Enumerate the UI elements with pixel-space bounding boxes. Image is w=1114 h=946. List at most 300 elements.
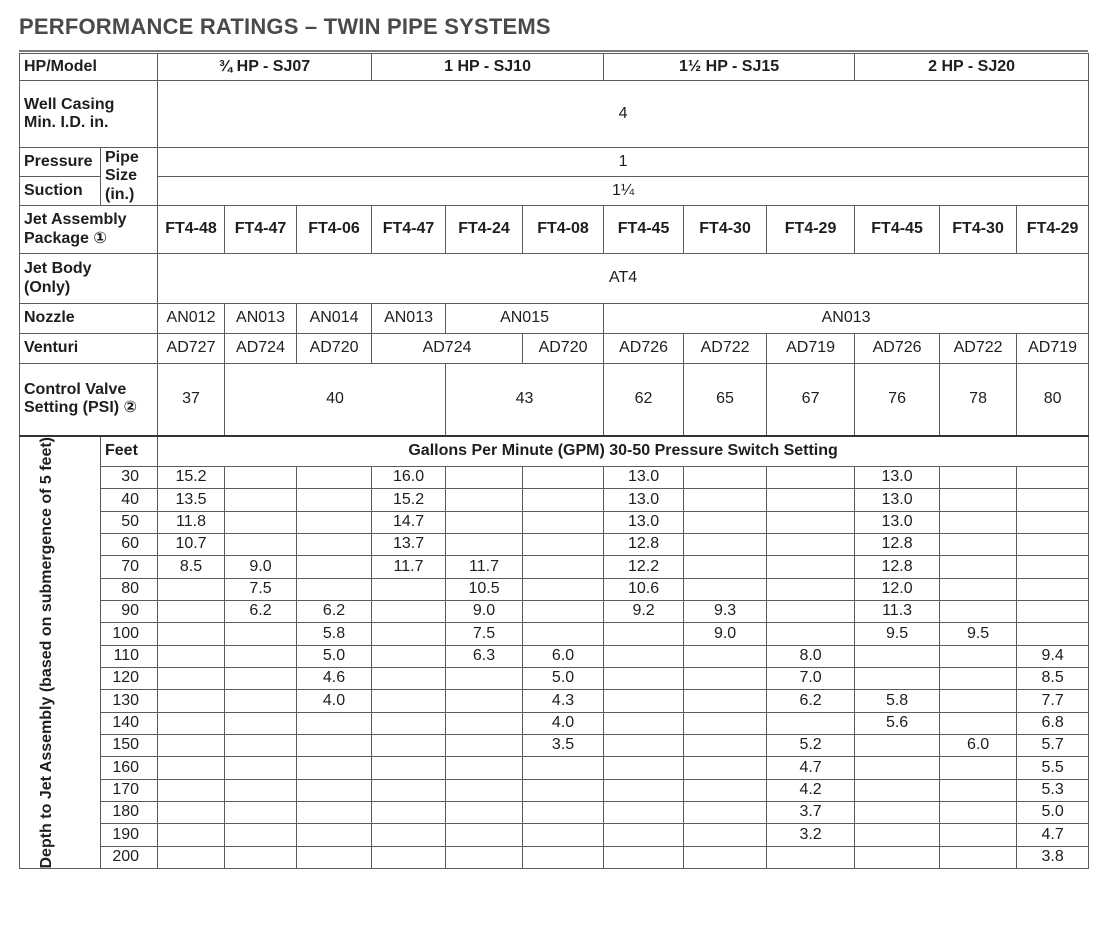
gpm-cell xyxy=(158,600,225,622)
control-valve-cell: 67 xyxy=(767,364,855,436)
feet-value: 120 xyxy=(101,667,158,689)
gpm-cell xyxy=(225,846,297,868)
gpm-cell xyxy=(297,533,372,555)
gpm-cell xyxy=(372,645,446,667)
gpm-cell xyxy=(604,801,684,823)
gpm-cell xyxy=(855,779,940,801)
gpm-row xyxy=(20,690,1089,712)
jet-assembly-cell: FT4-30 xyxy=(940,206,1017,254)
gpm-cell: 9.5 xyxy=(940,623,1017,645)
gpm-cell xyxy=(446,734,523,756)
gpm-cell xyxy=(1017,556,1089,578)
gpm-cell xyxy=(446,690,523,712)
gpm-cell xyxy=(604,824,684,846)
gpm-cell xyxy=(767,533,855,555)
gpm-cell xyxy=(604,846,684,868)
feet-value: 160 xyxy=(101,757,158,779)
gpm-cell xyxy=(523,623,604,645)
control-valve-row xyxy=(20,364,1089,436)
gpm-cell xyxy=(684,645,767,667)
gpm-cell xyxy=(523,757,604,779)
gpm-cell xyxy=(225,757,297,779)
gpm-cell: 4.0 xyxy=(523,712,604,734)
gpm-cell xyxy=(158,623,225,645)
gpm-cell: 10.5 xyxy=(446,578,523,600)
control-valve-cell: 65 xyxy=(684,364,767,436)
gpm-cell xyxy=(684,779,767,801)
gpm-cell xyxy=(940,467,1017,489)
gpm-cell xyxy=(1017,623,1089,645)
gpm-cell: 9.0 xyxy=(446,600,523,622)
gpm-cell xyxy=(297,779,372,801)
jet-assembly-cell: FT4-47 xyxy=(225,206,297,254)
gpm-cell xyxy=(523,489,604,511)
gpm-cell: 7.7 xyxy=(1017,690,1089,712)
gpm-cell: 13.0 xyxy=(855,489,940,511)
gpm-cell xyxy=(446,511,523,533)
gpm-cell xyxy=(767,578,855,600)
gpm-cell xyxy=(767,556,855,578)
pressure-row xyxy=(20,148,1089,177)
gpm-cell xyxy=(684,846,767,868)
gpm-cell xyxy=(940,824,1017,846)
pipe-size-label-text: Pipe Size (in.) xyxy=(105,148,139,203)
gpm-cell xyxy=(297,556,372,578)
venturi-cell: AD724 xyxy=(225,334,297,364)
gpm-cell xyxy=(158,734,225,756)
gpm-cell xyxy=(372,779,446,801)
gpm-cell: 14.7 xyxy=(372,511,446,533)
depth-label-cell xyxy=(20,436,101,869)
gpm-row xyxy=(20,779,1089,801)
gpm-cell xyxy=(158,712,225,734)
title-divider xyxy=(19,50,1088,52)
feet-value: 170 xyxy=(101,779,158,801)
gpm-cell xyxy=(372,623,446,645)
jet-assembly-cell: FT4-29 xyxy=(767,206,855,254)
gpm-cell xyxy=(446,779,523,801)
gpm-cell xyxy=(446,801,523,823)
nozzle-cell: AN014 xyxy=(297,304,372,334)
gpm-cell xyxy=(855,801,940,823)
gpm-cell xyxy=(767,623,855,645)
gpm-cell xyxy=(767,489,855,511)
gpm-cell: 5.6 xyxy=(855,712,940,734)
feet-value: 90 xyxy=(101,600,158,622)
gpm-cell: 7.5 xyxy=(446,623,523,645)
gpm-cell xyxy=(1017,511,1089,533)
gpm-cell xyxy=(684,578,767,600)
gpm-cell xyxy=(940,757,1017,779)
gpm-cell: 13.0 xyxy=(855,467,940,489)
gpm-cell xyxy=(523,846,604,868)
well-casing-row xyxy=(20,81,1089,148)
feet-value: 80 xyxy=(101,578,158,600)
gpm-cell: 3.7 xyxy=(767,801,855,823)
gpm-cell xyxy=(225,645,297,667)
gpm-cell xyxy=(523,824,604,846)
gpm-cell xyxy=(604,757,684,779)
gpm-cell: 6.2 xyxy=(767,690,855,712)
gpm-cell xyxy=(604,690,684,712)
gpm-cell xyxy=(158,779,225,801)
gpm-cell: 3.2 xyxy=(767,824,855,846)
gpm-cell: 5.8 xyxy=(297,623,372,645)
pipe-size-label xyxy=(101,148,158,206)
control-valve-cell: 78 xyxy=(940,364,1017,436)
gpm-cell xyxy=(225,467,297,489)
gpm-cell: 7.5 xyxy=(225,578,297,600)
gpm-cell: 10.7 xyxy=(158,533,225,555)
jet-body-value: AT4 xyxy=(158,254,1089,304)
feet-value: 200 xyxy=(101,846,158,868)
gpm-cell xyxy=(225,734,297,756)
gpm-cell: 9.5 xyxy=(855,623,940,645)
control-valve-cell: 37 xyxy=(158,364,225,436)
gpm-cell: 12.0 xyxy=(855,578,940,600)
gpm-row xyxy=(20,824,1089,846)
gpm-cell xyxy=(767,846,855,868)
model-sj07: ¾ HP - SJ07 xyxy=(158,54,372,81)
gpm-cell xyxy=(158,690,225,712)
gpm-cell xyxy=(158,645,225,667)
gpm-cell: 3.8 xyxy=(1017,846,1089,868)
gpm-cell xyxy=(225,712,297,734)
gpm-cell xyxy=(1017,600,1089,622)
gpm-cell: 4.7 xyxy=(1017,824,1089,846)
gpm-cell xyxy=(855,645,940,667)
gpm-cell: 6.0 xyxy=(940,734,1017,756)
gpm-cell xyxy=(940,712,1017,734)
nozzle-cell: AN013 xyxy=(604,304,1089,334)
gpm-cell xyxy=(297,578,372,600)
gpm-cell xyxy=(523,600,604,622)
gpm-cell: 3.5 xyxy=(523,734,604,756)
gpm-cell xyxy=(684,667,767,689)
gpm-cell: 8.5 xyxy=(1017,667,1089,689)
feet-value: 30 xyxy=(101,467,158,489)
gpm-cell xyxy=(940,846,1017,868)
suction-row xyxy=(20,177,1089,206)
gpm-row xyxy=(20,801,1089,823)
gpm-cell xyxy=(767,467,855,489)
gpm-cell xyxy=(523,801,604,823)
gpm-cell xyxy=(158,801,225,823)
gpm-cell xyxy=(684,734,767,756)
gpm-cell xyxy=(604,623,684,645)
gpm-cell xyxy=(940,533,1017,555)
gpm-cell: 5.8 xyxy=(855,690,940,712)
jet-body-row xyxy=(20,254,1089,304)
control-valve-label xyxy=(20,364,158,436)
nozzle-label: Nozzle xyxy=(20,304,158,334)
control-valve-cell: 80 xyxy=(1017,364,1089,436)
gpm-cell xyxy=(1017,489,1089,511)
gpm-cell: 4.6 xyxy=(297,667,372,689)
gpm-cell: 6.0 xyxy=(523,645,604,667)
gpm-row xyxy=(20,757,1089,779)
gpm-cell xyxy=(372,757,446,779)
gpm-cell xyxy=(684,712,767,734)
gpm-cell xyxy=(297,846,372,868)
nozzle-row xyxy=(20,304,1089,334)
jet-assembly-cell: FT4-30 xyxy=(684,206,767,254)
gpm-cell: 13.5 xyxy=(158,489,225,511)
venturi-cell: AD719 xyxy=(767,334,855,364)
gpm-header-row xyxy=(20,436,1089,467)
gpm-cell xyxy=(940,511,1017,533)
gpm-cell xyxy=(225,667,297,689)
gpm-cell xyxy=(158,578,225,600)
well-casing-label xyxy=(20,81,158,148)
model-sj10: 1 HP - SJ10 xyxy=(372,54,604,81)
gpm-cell xyxy=(446,824,523,846)
jet-assembly-label xyxy=(20,206,158,254)
gpm-cell xyxy=(225,623,297,645)
jet-assembly-cell: FT4-06 xyxy=(297,206,372,254)
gpm-cell xyxy=(684,556,767,578)
gpm-cell: 15.2 xyxy=(372,489,446,511)
gpm-row xyxy=(20,578,1089,600)
gpm-cell xyxy=(604,667,684,689)
feet-value: 150 xyxy=(101,734,158,756)
control-valve-cell: 62 xyxy=(604,364,684,436)
gpm-cell xyxy=(767,511,855,533)
gpm-cell xyxy=(372,600,446,622)
jet-assembly-cell: FT4-45 xyxy=(855,206,940,254)
pressure-value: 1 xyxy=(158,148,1089,177)
gpm-cell xyxy=(767,712,855,734)
gpm-cell: 9.2 xyxy=(604,600,684,622)
gpm-row xyxy=(20,533,1089,555)
model-sj20: 2 HP - SJ20 xyxy=(855,54,1089,81)
gpm-cell: 9.3 xyxy=(684,600,767,622)
feet-value: 60 xyxy=(101,533,158,555)
gpm-cell xyxy=(446,533,523,555)
gpm-row xyxy=(20,489,1089,511)
gpm-cell xyxy=(372,846,446,868)
gpm-cell xyxy=(372,824,446,846)
jet-assembly-cell: FT4-47 xyxy=(372,206,446,254)
gpm-row xyxy=(20,511,1089,533)
feet-value: 130 xyxy=(101,690,158,712)
suction-value: 1¼ xyxy=(158,177,1089,206)
jet-assembly-label-text: Jet Assembly Package ① xyxy=(24,211,127,247)
gpm-cell: 5.0 xyxy=(1017,801,1089,823)
feet-value: 70 xyxy=(101,556,158,578)
gpm-cell: 6.3 xyxy=(446,645,523,667)
feet-value: 100 xyxy=(101,623,158,645)
jet-body-label-text: Jet Body (Only) xyxy=(24,260,92,296)
gpm-cell xyxy=(297,489,372,511)
gpm-cell xyxy=(684,690,767,712)
gpm-cell xyxy=(297,757,372,779)
gpm-cell xyxy=(158,757,225,779)
gpm-cell xyxy=(604,712,684,734)
gpm-cell: 16.0 xyxy=(372,467,446,489)
gpm-cell: 11.8 xyxy=(158,511,225,533)
gpm-cell: 6.2 xyxy=(225,600,297,622)
feet-value: 180 xyxy=(101,801,158,823)
jet-assembly-cell: FT4-08 xyxy=(523,206,604,254)
gpm-cell: 12.8 xyxy=(855,556,940,578)
gpm-cell: 9.0 xyxy=(225,556,297,578)
gpm-cell: 12.8 xyxy=(604,533,684,555)
page-title: PERFORMANCE RATINGS – TWIN PIPE SYSTEMS xyxy=(19,14,551,39)
gpm-cell xyxy=(940,489,1017,511)
gpm-cell xyxy=(297,734,372,756)
gpm-cell: 11.3 xyxy=(855,600,940,622)
gpm-cell: 5.2 xyxy=(767,734,855,756)
gpm-cell xyxy=(523,556,604,578)
gpm-cell: 13.0 xyxy=(604,467,684,489)
gpm-cell xyxy=(372,578,446,600)
gpm-cell: 6.8 xyxy=(1017,712,1089,734)
venturi-cell: AD720 xyxy=(297,334,372,364)
feet-label: Feet xyxy=(101,436,158,467)
gpm-row xyxy=(20,600,1089,622)
hp-model-row xyxy=(20,54,1089,81)
gpm-cell xyxy=(940,600,1017,622)
gpm-cell xyxy=(158,824,225,846)
depth-label: Depth to Jet Assembly (based on submergence of 5 feet) xyxy=(38,436,55,868)
gpm-cell xyxy=(523,533,604,555)
gpm-cell xyxy=(225,489,297,511)
control-valve-label-text: Control Valve Setting (PSI) ② xyxy=(24,380,138,417)
venturi-cell: AD720 xyxy=(523,334,604,364)
jet-assembly-cell: FT4-24 xyxy=(446,206,523,254)
gpm-cell xyxy=(446,667,523,689)
gpm-cell xyxy=(158,846,225,868)
gpm-cell xyxy=(523,511,604,533)
suction-label: Suction xyxy=(20,177,101,206)
performance-table xyxy=(19,53,1089,869)
hp-model-label: HP/Model xyxy=(20,54,158,81)
gpm-cell xyxy=(446,757,523,779)
gpm-row xyxy=(20,667,1089,689)
gpm-cell xyxy=(940,690,1017,712)
gpm-row xyxy=(20,467,1089,489)
gpm-row xyxy=(20,645,1089,667)
gpm-cell: 4.0 xyxy=(297,690,372,712)
venturi-cell: AD726 xyxy=(855,334,940,364)
nozzle-cell: AN015 xyxy=(446,304,604,334)
gpm-cell xyxy=(297,712,372,734)
gpm-cell xyxy=(940,556,1017,578)
jet-assembly-row xyxy=(20,206,1089,254)
gpm-cell xyxy=(684,533,767,555)
gpm-row xyxy=(20,712,1089,734)
jet-assembly-cell: FT4-29 xyxy=(1017,206,1089,254)
gpm-cell xyxy=(372,801,446,823)
gpm-cell xyxy=(372,667,446,689)
gpm-cell xyxy=(604,779,684,801)
gpm-cell: 4.2 xyxy=(767,779,855,801)
gpm-cell xyxy=(372,734,446,756)
jet-assembly-cell: FT4-45 xyxy=(604,206,684,254)
gpm-cell xyxy=(225,801,297,823)
control-valve-cell: 43 xyxy=(446,364,604,436)
gpm-cell: 4.7 xyxy=(767,757,855,779)
gpm-cell xyxy=(225,533,297,555)
gpm-cell: 4.3 xyxy=(523,690,604,712)
gpm-cell: 13.0 xyxy=(855,511,940,533)
gpm-cell xyxy=(297,824,372,846)
gpm-cell xyxy=(523,779,604,801)
gpm-cell xyxy=(446,846,523,868)
gpm-cell xyxy=(855,667,940,689)
gpm-cell xyxy=(446,712,523,734)
feet-value: 190 xyxy=(101,824,158,846)
gpm-cell xyxy=(940,801,1017,823)
gpm-cell xyxy=(940,779,1017,801)
venturi-row xyxy=(20,334,1089,364)
gpm-cell xyxy=(1017,578,1089,600)
gpm-cell: 13.0 xyxy=(604,511,684,533)
gpm-cell xyxy=(446,489,523,511)
jet-assembly-cell: FT4-48 xyxy=(158,206,225,254)
well-casing-value: 4 xyxy=(158,81,1089,148)
gpm-cell xyxy=(523,467,604,489)
gpm-cell: 5.0 xyxy=(523,667,604,689)
gpm-row xyxy=(20,623,1089,645)
gpm-cell xyxy=(446,467,523,489)
gpm-cell xyxy=(940,645,1017,667)
gpm-cell xyxy=(297,511,372,533)
nozzle-cell: AN013 xyxy=(372,304,446,334)
gpm-cell xyxy=(684,489,767,511)
venturi-cell: AD727 xyxy=(158,334,225,364)
gpm-cell xyxy=(523,578,604,600)
gpm-cell xyxy=(604,734,684,756)
gpm-cell: 5.0 xyxy=(297,645,372,667)
pressure-label: Pressure xyxy=(20,148,101,177)
venturi-label: Venturi xyxy=(20,334,158,364)
venturi-cell: AD719 xyxy=(1017,334,1089,364)
gpm-cell xyxy=(767,600,855,622)
gpm-cell: 6.2 xyxy=(297,600,372,622)
gpm-cell xyxy=(225,779,297,801)
venturi-cell: AD722 xyxy=(940,334,1017,364)
gpm-cell: 13.0 xyxy=(604,489,684,511)
nozzle-cell: AN012 xyxy=(158,304,225,334)
gpm-row xyxy=(20,846,1089,868)
model-sj15: 1½ HP - SJ15 xyxy=(604,54,855,81)
gpm-cell xyxy=(684,511,767,533)
gpm-cell xyxy=(855,824,940,846)
gpm-cell: 10.6 xyxy=(604,578,684,600)
feet-value: 50 xyxy=(101,511,158,533)
gpm-cell: 15.2 xyxy=(158,467,225,489)
gpm-row xyxy=(20,556,1089,578)
gpm-cell: 9.0 xyxy=(684,623,767,645)
gpm-cell xyxy=(684,757,767,779)
gpm-cell xyxy=(855,846,940,868)
gpm-cell: 12.8 xyxy=(855,533,940,555)
gpm-cell xyxy=(684,467,767,489)
venturi-cell: AD726 xyxy=(604,334,684,364)
gpm-cell xyxy=(1017,467,1089,489)
gpm-cell: 12.2 xyxy=(604,556,684,578)
venturi-cell: AD724 xyxy=(372,334,523,364)
jet-body-label xyxy=(20,254,158,304)
gpm-cell xyxy=(855,757,940,779)
gpm-cell xyxy=(225,690,297,712)
gpm-cell xyxy=(225,824,297,846)
gpm-cell: 11.7 xyxy=(372,556,446,578)
control-valve-cell: 76 xyxy=(855,364,940,436)
gpm-cell xyxy=(297,467,372,489)
